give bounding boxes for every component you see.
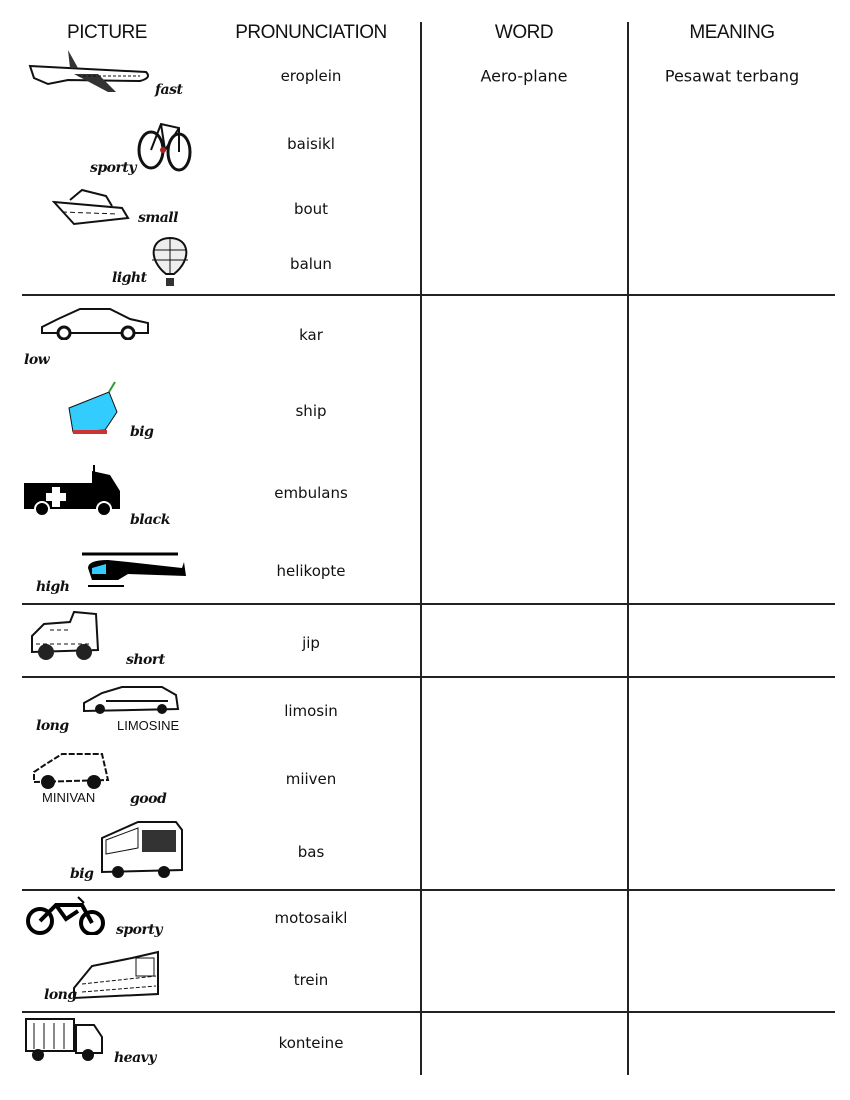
- pronunciation-text: motosaikl: [274, 909, 348, 927]
- boat-icon: [52, 186, 130, 226]
- group-divider: [22, 676, 835, 678]
- bus-icon: [98, 818, 186, 880]
- group-divider: [22, 889, 835, 891]
- word-cell: Aero-plane: [480, 66, 568, 86]
- ship-icon: [65, 380, 120, 435]
- pronunciation-text: bout: [293, 200, 329, 218]
- pronunciation-text: jip: [302, 634, 320, 652]
- pronunciation-text: balun: [290, 255, 332, 273]
- column-divider: [627, 22, 629, 1075]
- train-icon: [72, 948, 160, 1000]
- pronunciation-text: limosin: [284, 702, 338, 720]
- adjective-label: good: [130, 791, 167, 807]
- pronunciation-text: konteine: [278, 1034, 344, 1052]
- adjective-label: low: [24, 352, 50, 368]
- pronunciation-text: kar: [299, 326, 323, 344]
- pronunciation-text: baisikl: [287, 135, 335, 153]
- header-word: WORD: [494, 22, 554, 43]
- picture-caption: LIMOSINE: [117, 718, 180, 733]
- header-meaning: MEANING: [689, 22, 775, 43]
- adjective-label: light: [112, 270, 147, 286]
- adjective-label: long: [36, 718, 69, 734]
- adjective-label: long: [44, 987, 77, 1003]
- header-pronunciation: PRONUNCIATION: [235, 22, 387, 43]
- group-divider: [22, 603, 835, 605]
- ambulance-icon: [22, 465, 122, 515]
- pronunciation-text: trein: [293, 971, 329, 989]
- adjective-label: high: [36, 579, 70, 595]
- adjective-label: small: [138, 210, 178, 226]
- pronunciation-text: helikopte: [276, 562, 346, 580]
- helicopter-icon: [78, 548, 186, 588]
- group-divider: [22, 294, 835, 296]
- meaning-cell: Pesawat terbang: [664, 66, 800, 86]
- pronunciation-text: bas: [297, 843, 325, 861]
- car-icon: [40, 305, 150, 340]
- header-picture: PICTURE: [67, 22, 147, 43]
- minivan-icon: [32, 750, 112, 792]
- adjective-label: black: [130, 512, 170, 528]
- pronunciation-text: eroplein: [280, 67, 342, 85]
- group-divider: [22, 1011, 835, 1013]
- limousine-icon: [82, 685, 180, 715]
- adjective-label: sporty: [116, 922, 162, 938]
- adjective-label: heavy: [114, 1050, 156, 1066]
- picture-caption: MINIVAN: [42, 790, 96, 805]
- motorcycle-icon: [26, 893, 106, 935]
- airplane-icon: [28, 48, 150, 98]
- adjective-label: sporty: [90, 160, 136, 176]
- adjective-label: big: [130, 424, 154, 440]
- column-divider: [420, 22, 422, 1075]
- pronunciation-text: ship: [295, 402, 327, 420]
- pronunciation-text: embulans: [274, 484, 348, 502]
- bicycle-icon: [135, 110, 193, 172]
- hot-air-balloon-icon: [148, 236, 193, 288]
- adjective-label: fast: [155, 82, 183, 98]
- adjective-label: big: [70, 866, 94, 882]
- adjective-label: short: [126, 652, 165, 668]
- jeep-icon: [30, 610, 100, 662]
- container-truck-icon: [24, 1015, 104, 1063]
- pronunciation-text: miiven: [285, 770, 337, 788]
